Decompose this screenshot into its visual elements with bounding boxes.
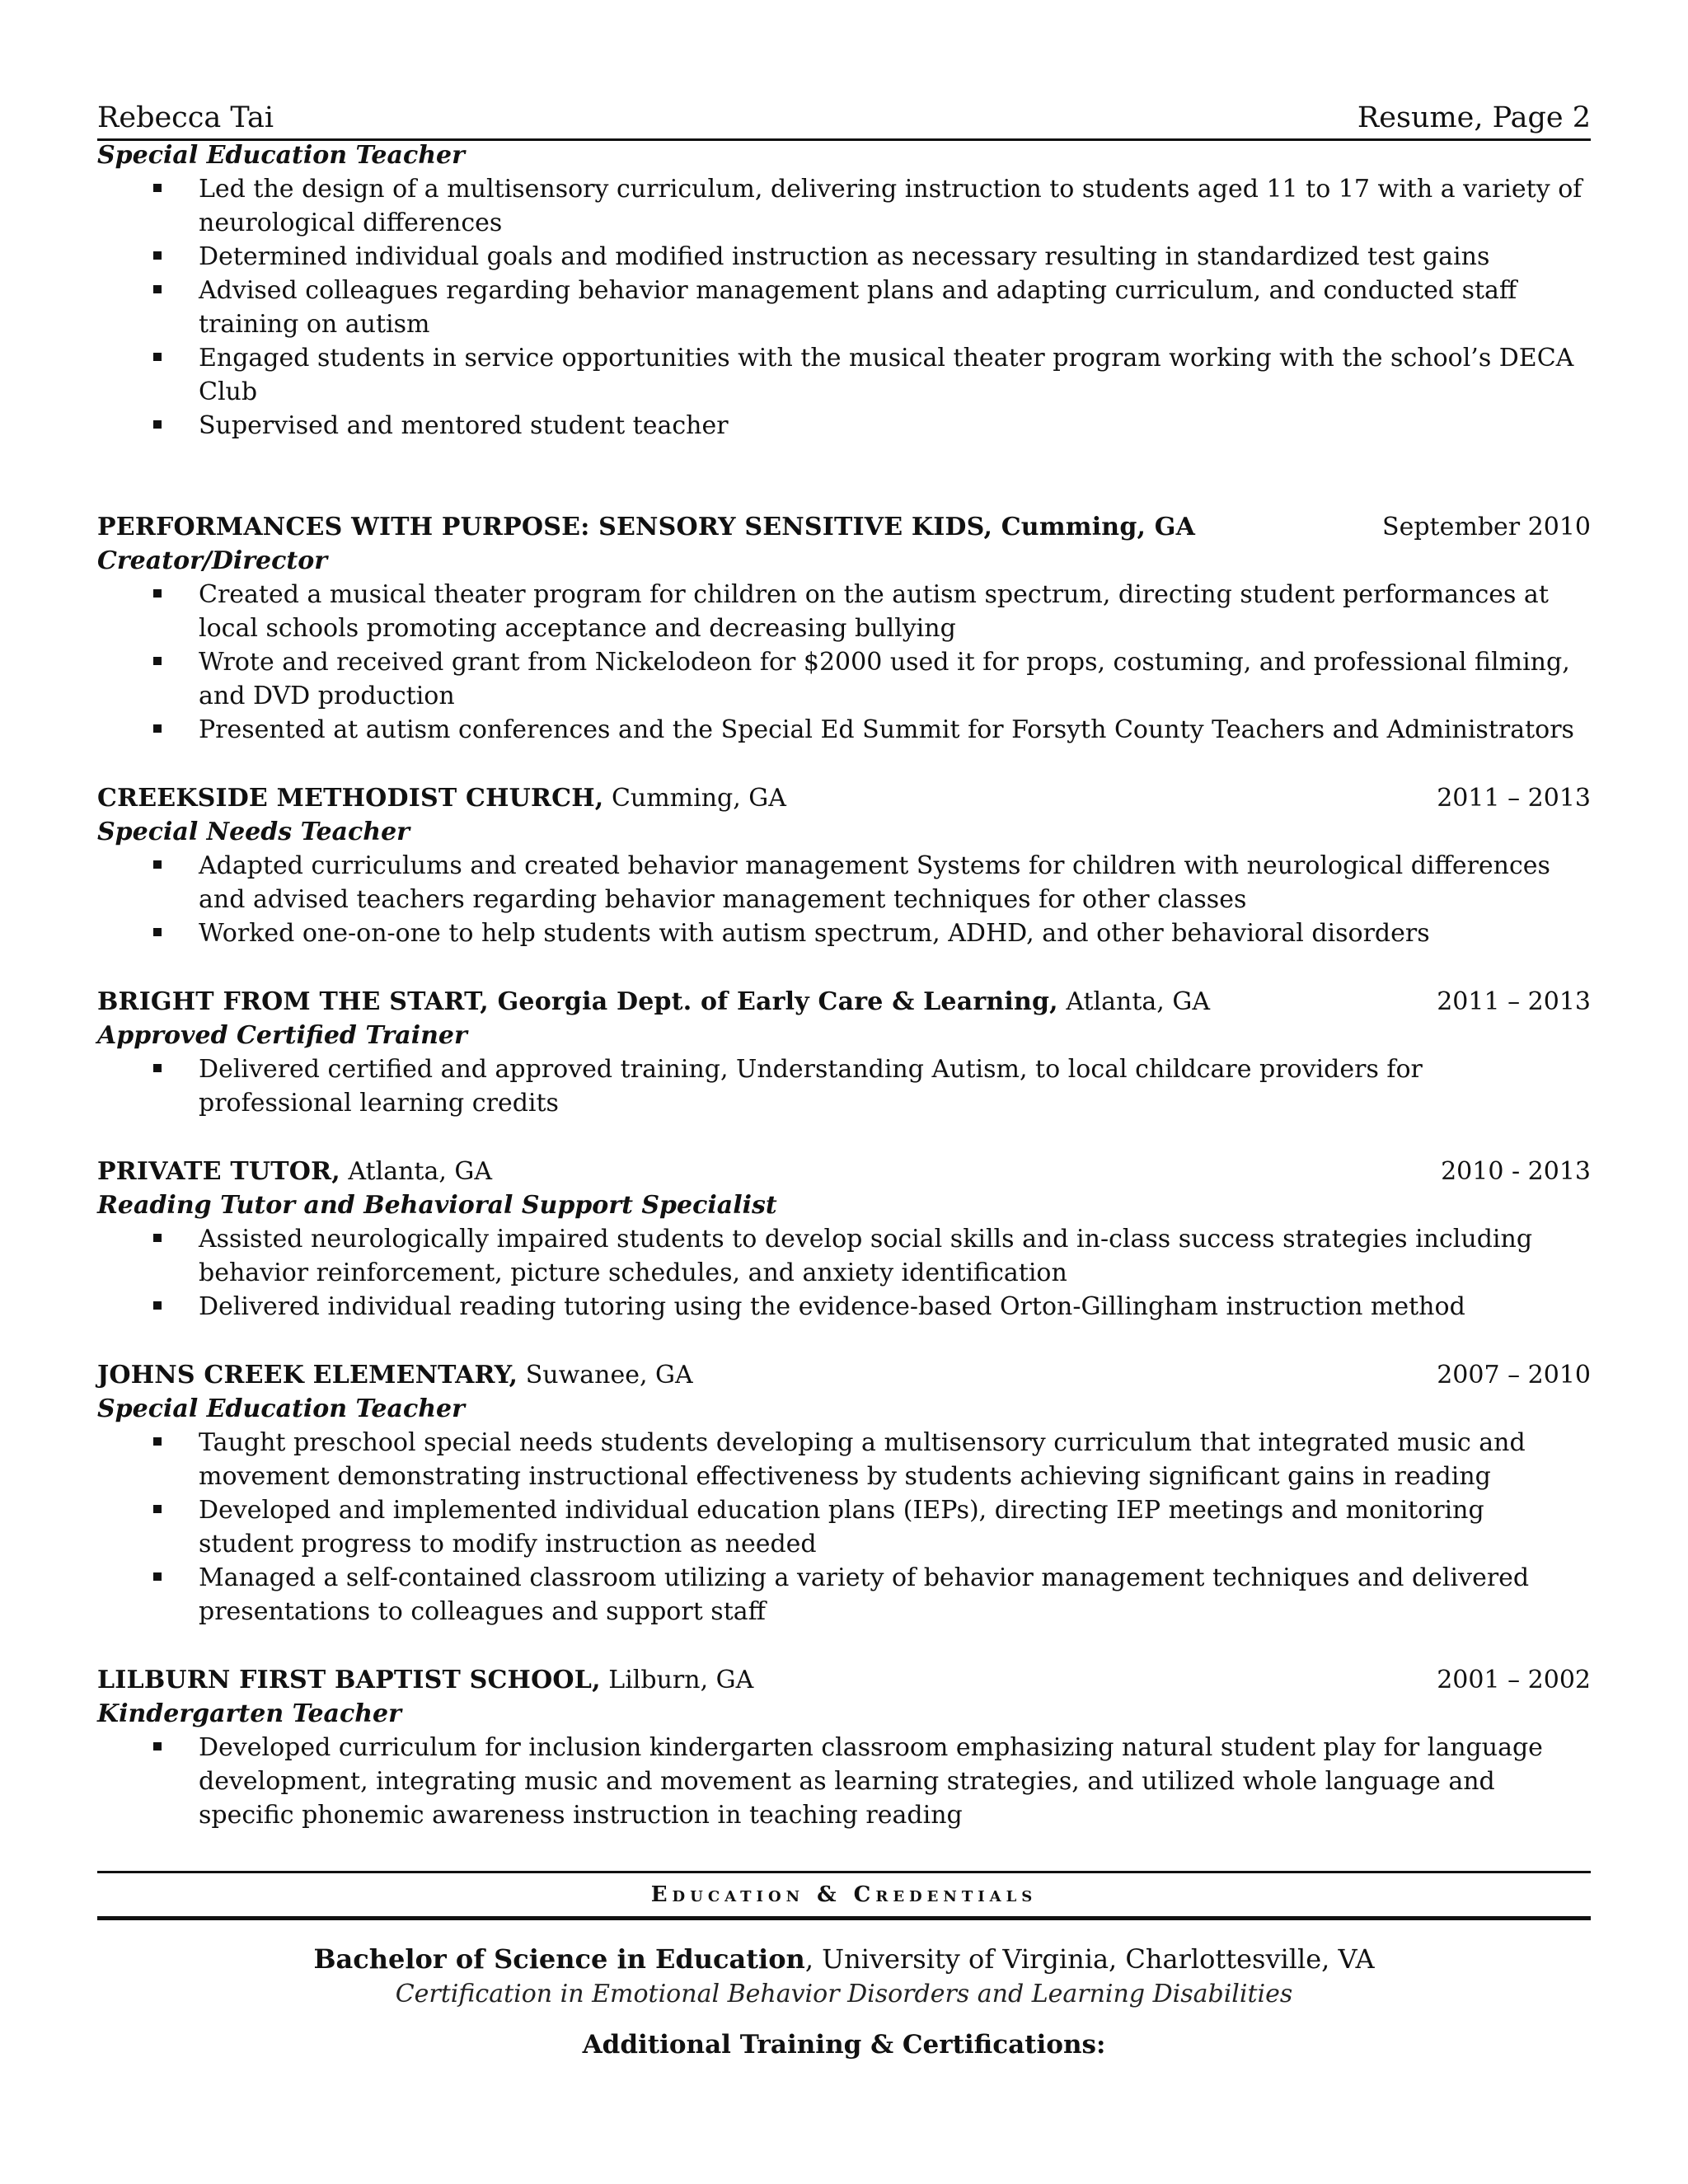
job-organization: BRIGHT FROM THE START, Georgia Dept. of Early Care & Learning, [97,987,1058,1016]
job-location: Atlanta, GA [348,1157,493,1186]
job-role: Reading Tutor and Behavioral Support Specialist [97,1191,777,1220]
job-heading [97,985,1591,1019]
job-date: 2001 – 2002 [1437,1666,1591,1694]
job-organization: JOHNS CREEK ELEMENTARY, [97,1361,518,1390]
bullet-item: Developed and implemented individual education plans (IEPs), directing IEP meetings and monitoring student progress to modify instruction as needed [97,1493,1591,1561]
degree-line [97,1941,1591,1977]
job-bullets [97,1052,1591,1120]
bullet-item: Delivered certified and approved training, Understanding Autism, to local childcare providers for professional learning credits [97,1052,1591,1120]
candidate-name: Rebecca Tai [97,101,274,134]
job-entry [97,1358,1591,1629]
experience-content [97,138,1591,1832]
job-entry [97,510,1591,747]
job-location: Cumming, GA [611,784,786,813]
certification-line: Certification in Emotional Behavior Disorders and Learning Disabilities [395,1980,1293,2008]
additional-training-heading: Additional Training & Certifications: [582,2030,1106,2060]
job-bullets [97,1222,1591,1324]
bullet-item: Led the design of a multisensory curriculum, delivering instruction to students aged 11 to 17 with a variety of neurological differences [97,172,1591,240]
job-bullets [97,849,1591,950]
job-entry [97,781,1591,950]
job-date: 2011 – 2013 [1437,987,1591,1016]
bullet-item: Assisted neurologically impaired students to develop social skills and in-class success strategies including behavior reinforcement, picture schedules, and anxiety identification [97,1222,1591,1290]
job-entry [97,1155,1591,1324]
job-location: Lilburn, GA [608,1666,754,1694]
job-date: 2011 – 2013 [1437,784,1591,813]
job-heading [97,510,1591,544]
job-heading [97,781,1591,815]
job-bullets [97,172,1591,443]
bullet-item: Presented at autism conferences and the Special Ed Summit for Forsyth County Teachers and Administrators [97,713,1591,747]
job-organization: LILBURN FIRST BAPTIST SCHOOL, [97,1666,601,1694]
degree-school: , University of Virginia, Charlottesville, VA [804,1943,1375,1975]
bullet-item: Wrote and received grant from Nickelodeon for $2000 used it for props, costuming, and professional filming, and DVD production [97,645,1591,713]
bullet-item: Advised colleagues regarding behavior management plans and adapting curriculum, and conducted staff training on autism [97,274,1591,341]
job-bullets [97,1731,1591,1832]
job-bullets [97,1426,1591,1629]
bullet-item: Created a musical theater program for children on the autism spectrum, directing student performances at local schools promoting acceptance and decreasing bullying [97,578,1591,645]
job-heading [97,1155,1591,1188]
job-role: Approved Certified Trainer [97,1021,467,1050]
job-organization: CREEKSIDE METHODIST CHURCH, [97,784,604,813]
job-role: Creator/Director [97,546,328,575]
job-role: Kindergarten Teacher [97,1699,401,1728]
bullet-item: Managed a self-contained classroom utilizing a variety of behavior management techniques and delivered presentations to colleagues and support staff [97,1561,1591,1629]
job-entry [97,985,1591,1120]
job-organization: PRIVATE TUTOR, [97,1157,340,1186]
job-role: Special Education Teacher [97,1394,465,1423]
section-title: Education & Credentials [650,1882,1038,1907]
job-date: September 2010 [1382,513,1591,541]
job-location: Suwanee, GA [525,1361,693,1390]
page-header [97,97,1591,141]
job-location: Atlanta, GA [1066,987,1210,1016]
job-organization: PERFORMANCES WITH PURPOSE: SENSORY SENSITIVE KIDS, Cumming, GA [97,513,1196,541]
education-section-header [97,1871,1591,1920]
bullet-item: Worked one-on-one to help students with autism spectrum, ADHD, and other behavioral disorders [97,916,1591,950]
job-entry [97,1663,1591,1832]
bullet-item: Developed curriculum for inclusion kindergarten classroom emphasizing natural student play for language development, integrating music and movement as learning strategies, and utilized whole language and specific phonemic awareness instruction in teaching reading [97,1731,1591,1832]
bullet-item: Adapted curriculums and created behavior management Systems for children with neurological differences and advised teachers regarding behavior management techniques for other classes [97,849,1591,916]
job-heading [97,1358,1591,1392]
job-role: Special Education Teacher [97,141,465,170]
job-heading [97,1663,1591,1697]
job-date: 2010 - 2013 [1441,1157,1591,1186]
job-bullets [97,578,1591,747]
bullet-item: Taught preschool special needs students developing a multisensory curriculum that integrated music and movement demonstrating instructional effectiveness by students achieving significant gains in reading [97,1426,1591,1493]
bullet-item: Determined individual goals and modified instruction as necessary resulting in standardized test gains [97,240,1591,274]
job-entry-continued [97,138,1591,443]
education-block [97,1941,1591,2063]
page-label: Resume, Page 2 [1357,101,1591,134]
degree-name: Bachelor of Science in Education [313,1943,805,1975]
job-date: 2007 – 2010 [1437,1361,1591,1390]
bullet-item: Supervised and mentored student teacher [97,409,1591,443]
job-role: Special Needs Teacher [97,818,410,846]
bullet-item: Engaged students in service opportunities with the musical theater program working with the school’s DECA Club [97,341,1591,409]
bullet-item: Delivered individual reading tutoring using the evidence-based Orton-Gillingham instruction method [97,1290,1591,1324]
